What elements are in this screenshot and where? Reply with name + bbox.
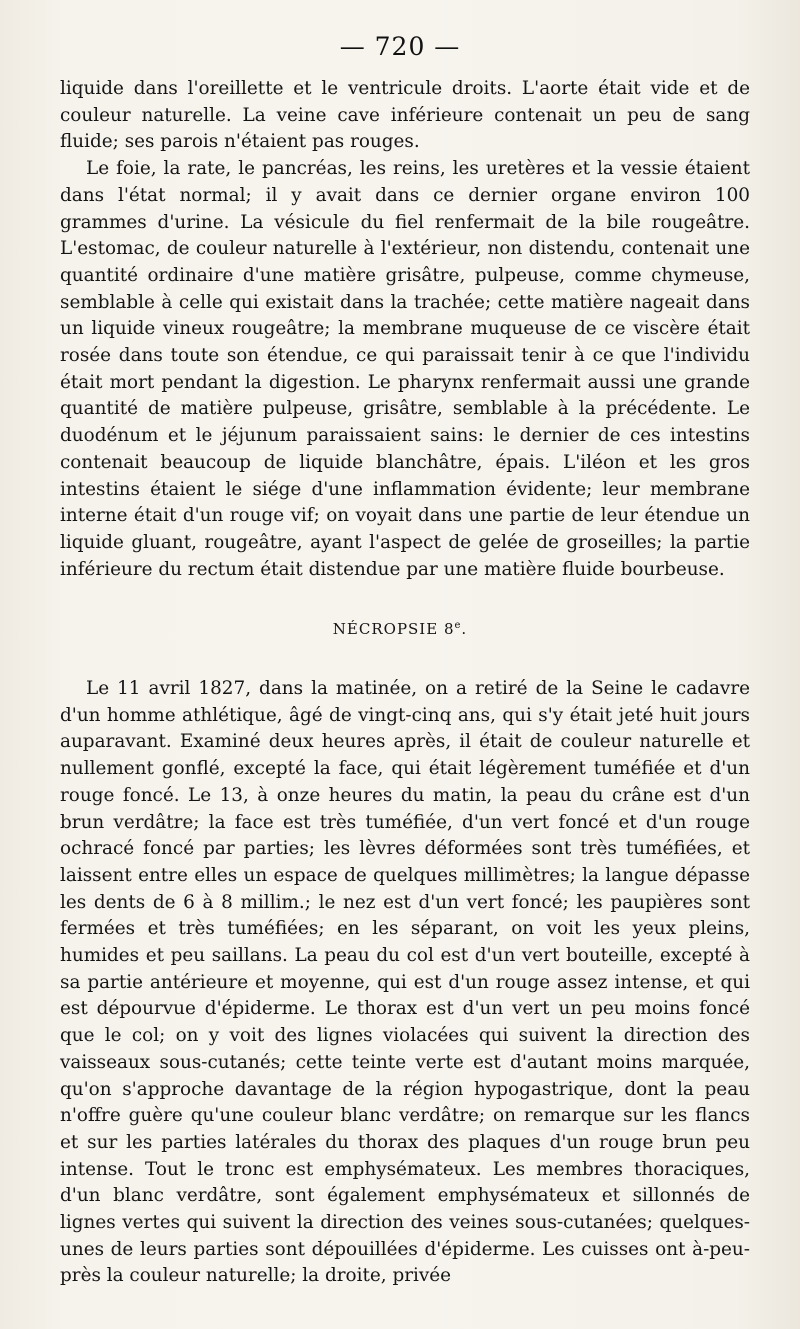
text-block-top xyxy=(60,76,750,583)
paragraph-continuation: liquide dans l'oreillette et le ventricule droits. L'aorte était vide et de couleur naturelle. La veine cave inférieure contenait un peu de sang fluide; ses parois n'étaient pas rouges. xyxy=(60,78,750,153)
section-heading-trailing: . xyxy=(461,620,468,638)
page-number: — 720 — xyxy=(339,32,461,61)
paragraph-organs: Le foie, la rate, le pancréas, les reins, les uretères et la vessie étaient dans l'état normal; il y avait dans ce dernier organe environ 100 grammes d'urine. La vésicule du fiel renfermait de la bile rougeâtre. L'estomac, de couleur naturelle à l'extérieur, non distendu, contenait une quantité ordinaire d'une matière grisâtre, pulpeuse, comme chymeuse, semblable à celle qui existait dans la trachée; cette matière nageait dans un liquide vineux rougeâtre; la membrane muqueuse de ce viscère était rosée dans toute son étendue, ce qui paraissait tenir à ce que l'individu était mort pendant la digestion. Le pharynx renfermait aussi une grande quantité de matière pulpeuse, grisâtre, semblable à la précédente. Le duodénum et le jéjunum paraissaient sains: le dernier de ces intestins contenait beaucoup de liquide blanchâtre, épais. L'iléon et les gros intestins étaient le siége d'une inflammation évidente; leur membrane interne était d'un rouge vif; on voyait dans une partie de leur étendue un liquide gluant, rougeâtre, ayant l'aspect de gelée de groseilles; la partie inférieure du rectum était distendue par une matière fluide bourbeuse. xyxy=(60,158,750,580)
section-heading-superscript: e xyxy=(454,620,462,631)
section-heading-label: NÉCROPSIE 8 xyxy=(332,620,455,638)
text-block-bottom xyxy=(60,676,750,1290)
paragraph-case-description: Le 11 avril 1827, dans la matinée, on a retiré de la Seine le cadavre d'un homme athlétique, âgé de vingt-cinq ans, qui s'y était jeté huit jours auparavant. Examiné deux heures après, il était de couleur naturelle et nullement gonflé, excepté la face, qui était légèrement tuméfiée et d'un rouge foncé. Le 13, à onze heures du matin, la peau du crâne est d'un brun verdâtre; la face est très tuméfiée, d'un vert foncé et d'un rouge ochracé foncé par parties; les lèvres déformées sont très tuméfiées, et laissent entre elles un espace de quelques millimètres; la langue dépasse les dents de 6 à 8 millim.; le nez est d'un vert foncé; les paupières sont fermées et très tuméfiées; en les séparant, on voit les yeux pleins, humides et peu saillans. La peau du col est d'un vert bouteille, excepté à sa partie antérieure et moyenne, qui est d'un rouge assez intense, et qui est dépourvue d'épiderme. Le thorax est d'un vert un peu moins foncé que le col; on y voit des lignes violacées qui suivent la direction des vaisseaux sous-cutanés; cette teinte verte est d'autant moins marquée, qu'on s'approche davantage de la région hypogastrique, dont la peau n'offre guère qu'une couleur blanc verdâtre; on remarque sur les flancs et sur les parties latérales du thorax des plaques d'un rouge brun peu intense. Tout le tronc est emphysémateux. Les membres thoraciques, d'un blanc verdâtre, sont également emphysémateux et sillonnés de lignes vertes qui suivent la direction des veines sous-cutanées; quelques-unes de leurs parties sont dépouillées d'épiderme. Les cuisses ont à-peu-près la couleur naturelle; la droite, privée xyxy=(60,678,750,1287)
section-heading xyxy=(0,620,800,638)
